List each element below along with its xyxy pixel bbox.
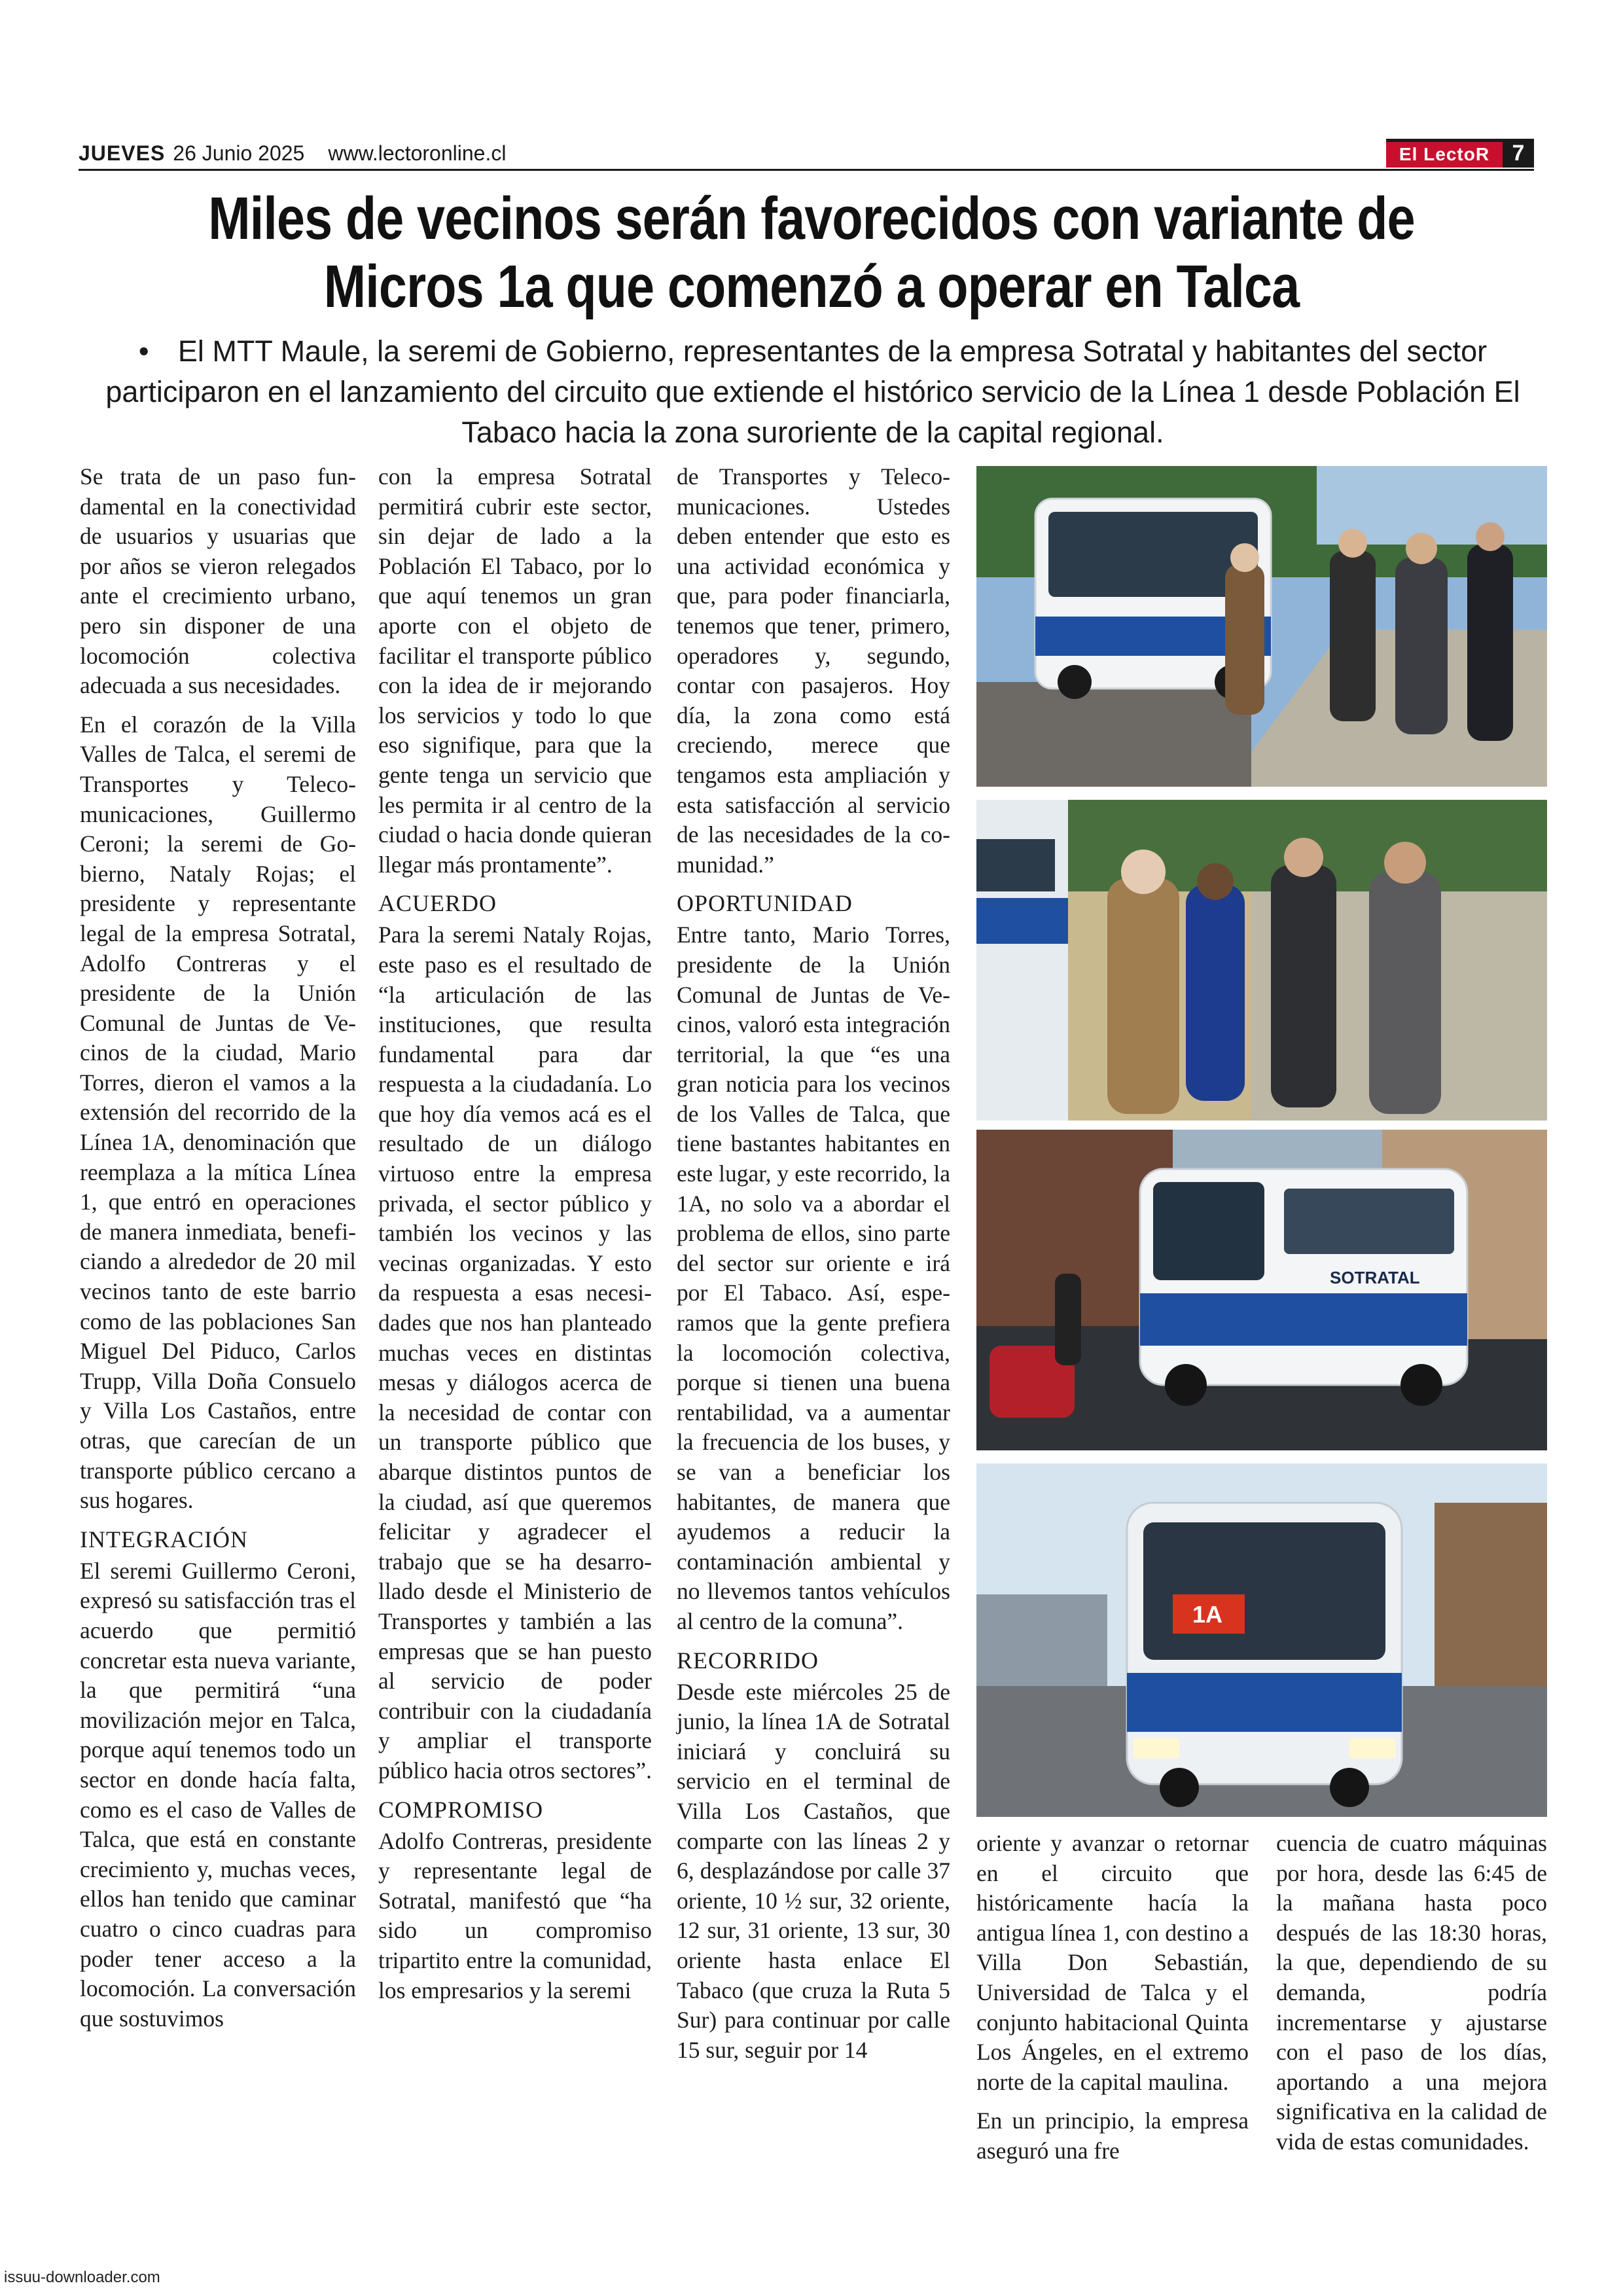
subheading-text: El MTT Maule, la seremi de Gobierno, representantes de la empresa Sotratal y habitantes del sector participaron en el lanzamiento del circuito que extiende el histórico servicio de la Línea 1 desde Población El Tabaco hacia la zona suroriente de la capital regional. [105, 334, 1520, 449]
paragraph: con la empresa Sotratal permitirá cubrir este sector, sin dejar de lado a la Población El Tabaco, por lo que aquí tenemos un gran aporte con el objeto de facilitar el transporte público con la idea de ir mejorando los servicios y todo lo que eso signifique, para que la gente tenga un servicio que les permita ir al centro de la ciudad o hacia donde quieran llegar más prontamente”. [378, 463, 652, 878]
photo-bus-on-street [976, 1130, 1547, 1450]
paragraph: cuencia de cuatro máquinas por hora, desde las 6:45 de la mañana hasta poco después de las 18:30 horas, la que, dependiendo de su demanda, podría incrementarse y ajustarse con el paso de los días, aportando a una mejora significativa en la calidad de vida de estas comunidades. [1276, 1830, 1547, 2155]
paragraph: Entre tanto, Mario Torres, presidente de la Unión Comunal de Juntas de Vecinos, valoró esta integración territorial, la que “es una gran noticia para los vecinos de los Valles de Talca, que tiene bastantes habitantes en este lugar, y este recorrido, la 1A, no solo va a abordar el problema de ellos, sino parte del sector sur oriente e irá por El Tabaco. Así, esperamos que la gente prefiera la locomoción colectiva, porque si tienen una buena rentabilidad, va a aumentar la frecuencia de los buses, y se van a beneficiar los habitantes, de manera que ayudemos a reducir la contaminación ambiental y no llevemos tantos vehículos al centro de la comuna”. [677, 922, 950, 1634]
paragraph: Se trata de un paso fundamental en la conectividad de usuarios y usuarias que por años se vieron relegados ante el crecimiento urbano, pero sin disponer de una locomoción colectiva adecuada a sus necesidades. [80, 463, 356, 699]
paragraph: Adolfo Contreras, presidente y representante legal de Sotratal, manifestó que “ha sido un compromiso tripartito entre la comunidad, los empresarios y la seremi [378, 1827, 652, 2003]
section-heading-oportunidad: OPORTUNIDAD [677, 890, 853, 917]
bullet-icon: • [138, 334, 149, 368]
paragraph: En un principio, la empresa aseguró una fre [976, 2108, 1249, 2164]
header-dateline [79, 139, 506, 168]
article-column-4 [976, 1829, 1249, 2176]
section-heading-acuerdo: ACUERDO [378, 890, 497, 917]
headline-line-1: Miles de vecinos serán favorecidos con variante de [208, 185, 1415, 252]
article-column-5 [1276, 1829, 1547, 2166]
paragraph: de Transportes y Telecomunicaciones. Ustedes deben entender que esto es una actividad económica y que, para poder financiarla, tenemos que tener, primero, operadores y, segundo, contar con pasajeros. Hoy día, la zona como está creciendo, merece que tengamos esta ampliación y esta satisfacción al servicio de las necesidades de la comunidad.” [677, 463, 950, 878]
paragraph: El seremi Guillermo Ceroni, expresó su satisfacción tras el acuerdo que permitió concretar esta nueva variante, la que permitirá “una movilización mejor en Talca, porque aquí tenemos todo un sector en donde hacía falta, como es el caso de Valles de Talca, que está en constante crecimiento y, muchas veces, ellos han tenido que caminar cuatro o cinco cuadras para poder tener acceso a la locomoción. La conversación que sostuvimos [80, 1557, 356, 2032]
article-column-1 [80, 462, 356, 2043]
page-header [79, 139, 1544, 170]
header-url[interactable]: www.lectoronline.cl [328, 141, 507, 165]
photo-officials-with-bus [976, 466, 1547, 787]
paragraph: Para la seremi Nataly Rojas, este paso es el resultado de “la articulación de las instituciones, que resulta fundamental para dar respuesta a la ciudadanía. Lo que hoy día vemos acá es el resultado de un diálogo virtuoso entre la empresa privada, el sector público y también los vecinos y las vecinas organizadas. Y esto da respuesta a esas necesidades que nos han planteado muchas veces en distintas mesas y diálogos acerca de la necesidad de contar con un transporte público que abarque distintos puntos de la ciudad, así que queremos felicitar y agradecer el trabajo que se ha desarrollado desde el Ministerio de Transportes y también a las empresas que se han puesto al servicio de poder contribuir con la ciudadanía y ampliar el transporte público hacia otros sectores”. [378, 922, 652, 1784]
section-heading-compromiso: COMPROMISO [378, 1796, 544, 1823]
article-column-2 [378, 462, 652, 2015]
photo-bus-front-route-sign [976, 1463, 1547, 1817]
header-rule [79, 169, 1534, 171]
article-column-3 [677, 462, 950, 2074]
photo-group-conversation [976, 800, 1547, 1121]
paragraph: En el corazón de la Villa Valles de Talca, el seremi de Transportes y Telecomunicaciones, Guillermo Ceroni; la seremi de Gobierno, Nataly Rojas; el presidente y representante legal de la empresa Sotratal, Adolfo Contreras y el presidente de la Unión Comunal de Juntas de Vecinos de la ciudad, Mario Torres, dieron el vamos a la extensión del recorrido de la Línea 1A, denominación que reemplaza a la mítica Línea 1, que entró en operaciones de manera inmediata, beneficiando a alrededor de 20 mil vecinos tanto de este barrio como de las poblaciones San Miguel Del Piduco, Carlos Trupp, Villa Doña Consuelo y Villa Los Castaños, entre otras, que carecían de un transporte público cercano a sus hogares. [80, 711, 356, 1514]
paragraph: Desde este miércoles 25 de junio, la línea 1A de Sotratal iniciará y concluirá su servicio en el terminal de Villa Los Castaños, que comparte con las líneas 2 y 6, desplazándose por calle 37 oriente, 10 ½ sur, 32 oriente, 12 sur, 31 oriente, 13 sur, 30 oriente hasta enlace El Tabaco (que cruza la Ruta 5 Sur) para continuar por calle 15 sur, seguir por 14 [677, 1678, 950, 2063]
route-sign: 1A [1192, 1601, 1223, 1628]
newspaper-logo: El LectoR [1386, 139, 1503, 168]
page-number: 7 [1503, 139, 1534, 168]
subheading [80, 331, 1546, 453]
paragraph: oriente y avanzar o retornar en el circuito que históricamente hacía la antigua línea 1, con destino a Villa Don Sebastián, Universidad de Talca y el conjunto habitacional Quinta Los Ángeles, en el extremo norte de la capital maulina. [976, 1830, 1249, 2095]
header-date: 26 Junio 2025 [173, 141, 305, 165]
watermark: issuu-downloader.com [4, 2269, 160, 2286]
bus-company-label: SOTRATAL [1330, 1268, 1420, 1287]
header-day: JUEVES [79, 141, 166, 165]
headline-line-2: Micros 1a que comenzó a operar en Talca [323, 253, 1300, 320]
section-heading-recorrido: RECORRIDO [677, 1647, 819, 1674]
section-heading-integracion: INTEGRACIÓN [80, 1526, 248, 1552]
headline [196, 185, 1427, 321]
